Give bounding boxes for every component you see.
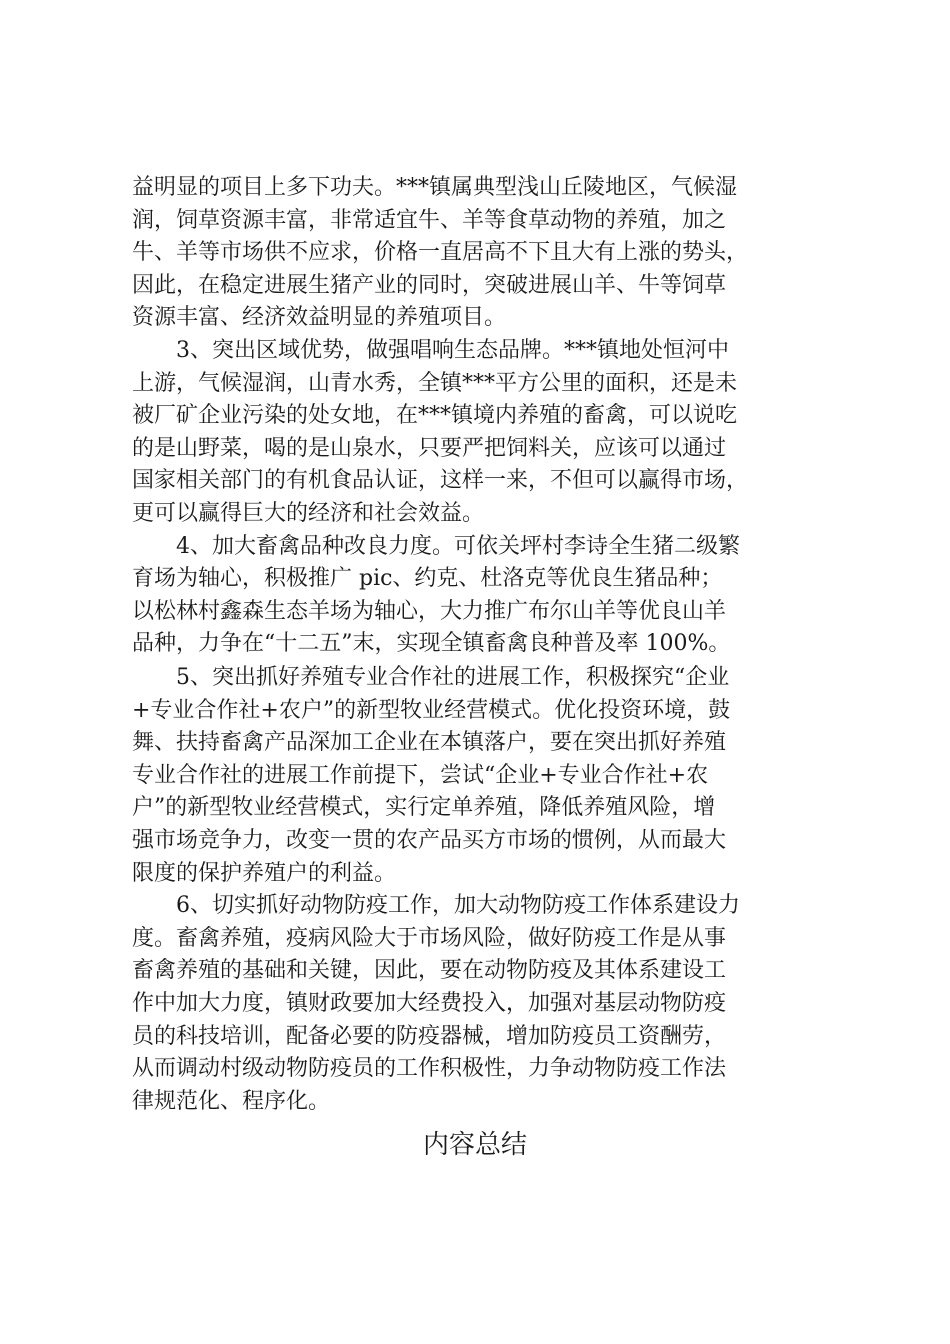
text-line: 律规范化、程序化。 [132,1088,331,1114]
text-line: 被厂矿企业污染的处女地，在***镇境内养殖的畜禽，可以说吃 [132,403,738,429]
text-line: 限度的保护养殖户的利益。 [132,860,397,886]
text-line: 更可以赢得巨大的经济和社会效益。 [132,500,485,526]
text-line: 润，饲草资源丰富，非常适宜牛、羊等食草动物的养殖，加之 [132,207,727,233]
body-text-lower [132,662,832,1118]
text-line: 专业合作社的进展工作前提下，尝试“企业+专业合作社+农 [132,762,709,788]
text-line: 育场为轴心，积极推广 pic、约克、杜洛克等优良生猪品种； [132,566,723,592]
text-line: 品种，力争在“十二五”末，实现全镇畜禽良种普及率 100%。 [132,631,731,657]
text-line: 从而调动村级动物防疫员的工作积极性，力争动物防疫工作法 [132,1056,727,1082]
text-line: 益明显的项目上多下功夫。***镇属典型浅山丘陵地区，气候湿 [132,175,738,200]
text-line: 上游，气候湿润，山青水秀，全镇***平方公里的面积，还是未 [132,370,738,396]
text-line: 国家相关部门的有机食品认证，这样一来，不但可以赢得市场， [132,468,749,494]
text-line: 4、加大畜禽品种改良力度。可依关坪村李诗全生猪二级繁 [132,533,740,559]
body-text-upper [132,172,832,661]
text-line: 舞、扶持畜禽产品深加工企业在本镇落户，要在突出抓好养殖 [132,730,727,756]
text-line: 强市场竞争力，改变一贯的农产品买方市场的惯例，从而最大 [132,827,727,853]
text-line: 的是山野菜，喝的是山泉水，只要严把饲料关，应该可以通过 [132,435,727,461]
text-line: 5、突出抓好养殖专业合作社的进展工作，积极探究“企业 [132,665,730,690]
section-heading: 内容总结 [422,1130,527,1160]
text-line: 度。畜禽养殖，疫病风险大于市场风险，做好防疫工作是从事 [132,925,727,951]
text-line: 因此，在稳定进展生猪产业的同时，突破进展山羊、牛等饲草 [132,272,727,298]
text-line: 资源丰富、经济效益明显的养殖项目。 [132,305,507,331]
text-line: 户”的新型牧业经营模式，实行定单养殖，降低养殖风险，增 [132,795,716,821]
text-line: +专业合作社+农户”的新型牧业经营模式。优化投资环境，鼓 [132,697,731,723]
text-line: 作中加大力度，镇财政要加大经费投入，加强对基层动物防疫 [132,990,727,1016]
text-line: 员的科技培训，配备必要的防疫器械，增加防疫员工资酬劳， [132,1023,727,1049]
text-line: 3、突出区域优势，做强唱响生态品牌。***镇地处恒河中 [132,337,729,363]
text-line: 牛、羊等市场供不应求，价格一直居高不下且大有上涨的势头， [132,240,749,266]
text-line: 以松林村鑫森生态羊场为轴心，大力推广布尔山羊等优良山羊 [132,598,727,624]
text-line: 6、切实抓好动物防疫工作，加大动物防疫工作体系建设力 [132,893,740,919]
text-line: 畜禽养殖的基础和关键，因此，要在动物防疫及其体系建设工 [132,958,727,984]
